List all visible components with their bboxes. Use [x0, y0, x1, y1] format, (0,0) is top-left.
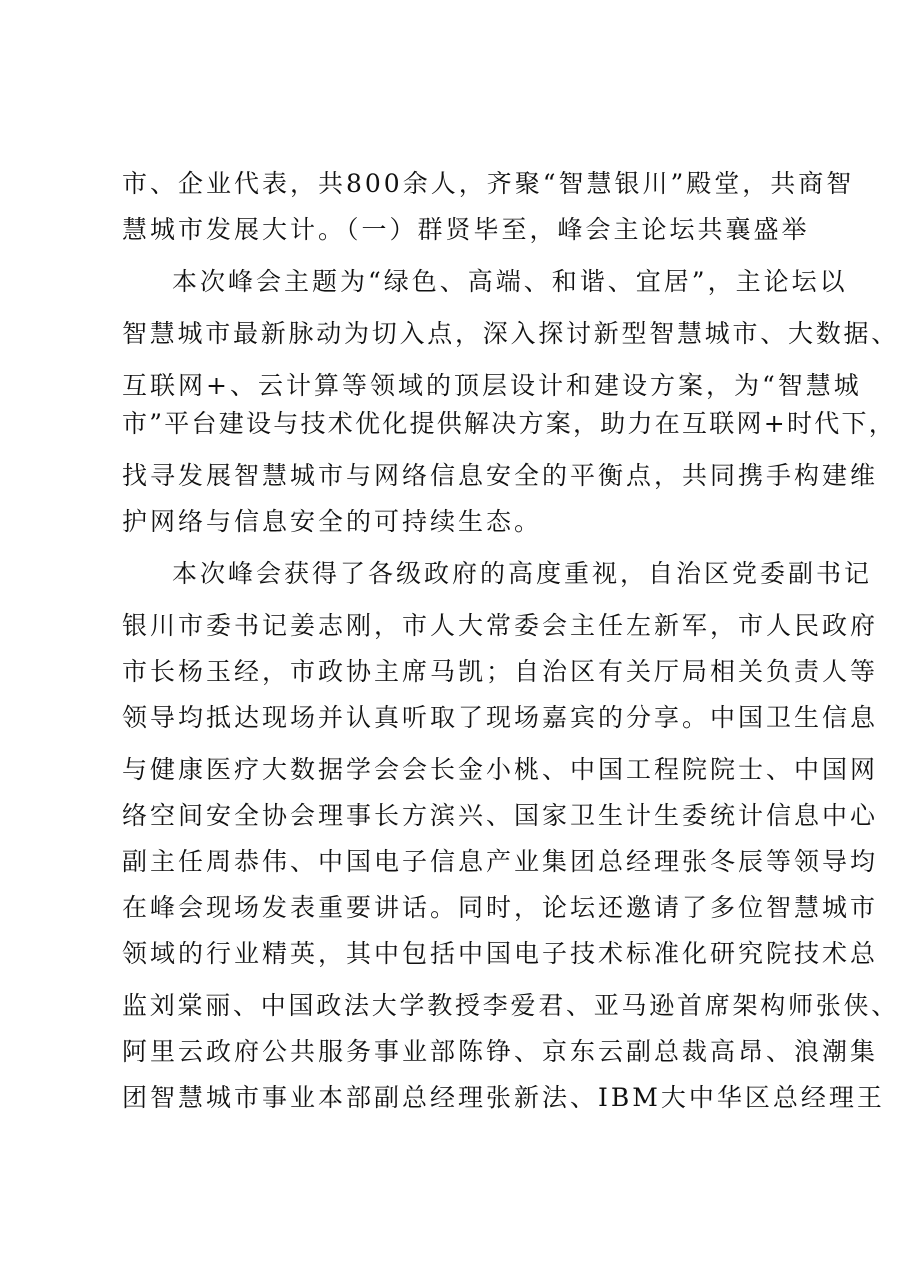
paragraph-line: 市、企业代表，共800余人，齐聚“智慧银川”殿堂，共商智 [122, 169, 855, 198]
paragraph-line: 市”平台建设与技术优化提供解决方案，助力在互联网+时代下， [122, 409, 896, 438]
paragraph-line: 互联网+、云计算等领域的顶层设计和建设方案，为“智慧城 [122, 371, 862, 400]
paragraph-line: 副主任周恭伟、中国电子信息产业集团总经理张冬辰等领导均 [122, 847, 879, 876]
paragraph-line: 在峰会现场发表重要讲话。同时，论坛还邀请了多位智慧城市 [122, 893, 879, 922]
paragraph-line: 与健康医疗大数据学会会长金小桃、中国工程院院士、中国网 [122, 755, 879, 784]
paragraph-line: 找寻发展智慧城市与网络信息安全的平衡点，共同携手构建维 [122, 461, 879, 490]
paragraph-line: 护网络与信息安全的可持续生态。 [122, 507, 543, 536]
paragraph-line: 领域的行业精英，其中包括中国电子技术标准化研究院技术总 [122, 939, 879, 968]
paragraph-line: 本次峰会主题为“绿色、高端、和谐、宜居”，主论坛以 [172, 267, 848, 296]
paragraph-line: 智慧城市最新脉动为切入点，深入探讨新型智慧城市、大数据、 [122, 319, 900, 348]
paragraph-line: 市长杨玉经，市政协主席马凯；自治区有关厅局相关负责人等 [122, 657, 879, 686]
paragraph-line: 络空间安全协会理事长方滨兴、国家卫生计生委统计信息中心 [122, 801, 879, 830]
paragraph-line: 阿里云政府公共服务事业部陈铮、京东云副总裁高昂、浪潮集 [122, 1037, 879, 1066]
paragraph-line: 监刘棠丽、中国政法大学教授李爱君、亚马逊首席架构师张侠、 [122, 991, 900, 1020]
paragraph-line: 本次峰会获得了各级政府的高度重视，自治区党委副书记 [172, 559, 873, 588]
paragraph-line: 银川市委书记姜志刚，市人大常委会主任左新军，市人民政府 [122, 611, 879, 640]
paragraph-line: 慧城市发展大计。（一）群贤毕至，峰会主论坛共襄盛举 [122, 215, 810, 244]
paragraph-line: 团智慧城市事业本部副总经理张新法、IBM大中华区总经理王 [122, 1083, 885, 1112]
paragraph-line: 领导均抵达现场并认真听取了现场嘉宾的分享。中国卫生信息 [122, 703, 879, 732]
